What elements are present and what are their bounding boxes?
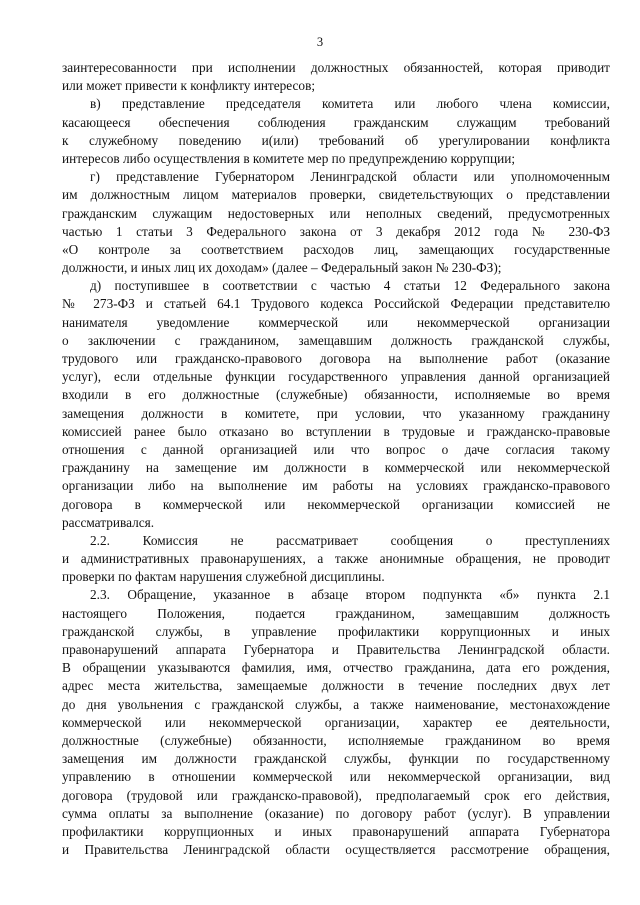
text-line: касающееся обеспечения соблюдения гражданским служащим требований xyxy=(62,114,610,130)
text-line: частью 1 статьи 3 Федерального закона от 3 декабря 2012 года № 230-ФЗ xyxy=(62,223,610,239)
text-line: профилактики коррупционных и иных правонарушений аппарата Губернатора xyxy=(62,823,610,839)
paragraph xyxy=(62,586,610,859)
text-line: г) представление Губернатором Ленинградской области или уполномоченным xyxy=(90,169,610,185)
text-line: заинтересованности при исполнении должностных обязанностей, которая приводит xyxy=(62,60,610,75)
page-number: 3 xyxy=(316,35,324,49)
text-line: должности, и иных лиц их доходам» (далее – Федеральный закон № 230-ФЗ); xyxy=(62,260,502,276)
text-line: договора в коммерческой или некоммерческой организации комиссией не xyxy=(62,496,610,512)
text-line: гражданским служащим недостоверных или неполных сведений, предусмотренных xyxy=(62,205,610,221)
text-line: договора (трудовой или гражданско-правовой), предполагаемый срок его действия, xyxy=(62,787,610,803)
text-line: нанимателя уведомление коммерческой или некоммерческой организации xyxy=(62,314,610,330)
text-line: входили в его должностные (служебные) обязанности, исполняемые во время xyxy=(62,387,610,403)
paragraph xyxy=(62,59,610,95)
text-line: д) поступившее в соответствии с частью 4 статьи 12 Федерального закона xyxy=(90,278,610,294)
text-line: им должностным лицом материалов проверки, свидетельствующих о представлении xyxy=(62,187,610,203)
document-body xyxy=(62,59,610,859)
text-line: интересов либо осуществления в комитете мер по предупреждению коррупции; xyxy=(62,150,516,166)
text-line: управлению в отношении коммерческой или некоммерческой организации, вид xyxy=(62,769,610,785)
text-line: 2.2. Комиссия не рассматривает сообщения о преступлениях xyxy=(90,532,610,548)
text-line: сумма оплаты за выполнение (оказание) по договору работ (услуг). В управлении xyxy=(62,805,610,821)
text-line: комиссией ранее было отказано во вступлении в трудовые и гражданско-правовые xyxy=(62,423,610,439)
text-line: услуг), если отдельные функции государственного управления данной организацией xyxy=(62,369,610,385)
text-line: должностные (служебные) обязанности, исполняемые гражданином во время xyxy=(62,732,610,748)
text-line: о заключении с гражданином, замещавшим должность гражданской службы, xyxy=(62,332,610,348)
text-line: правонарушений аппарата Губернатора и Правительства Ленинградской области. xyxy=(62,642,610,657)
paragraph xyxy=(62,168,610,277)
text-line: «О контроле за соответствием расходов лиц, замещающих государственные xyxy=(62,241,610,257)
text-line: замещения им должности гражданской службы, функции по государственному xyxy=(62,751,610,767)
text-line: коммерческой или некоммерческой организации, характер ее деятельности, xyxy=(62,714,610,730)
text-line: до дня увольнения с гражданской службы, а также наименование, местонахождение xyxy=(62,696,610,712)
text-line: к служебному поведению и(или) требований об урегулировании конфликта xyxy=(62,132,610,148)
text-line: или может привести к конфликту интересов; xyxy=(62,78,316,94)
text-line: адрес места жительства, замещаемые должности в течение последних двух лет xyxy=(62,678,610,694)
text-line: гражданской службы, в управление профилактики коррупционных и иных xyxy=(62,623,610,639)
text-line: и Правительства Ленинградской области осуществляется рассмотрение обращения, xyxy=(62,842,610,858)
text-line: отношения с данной организацией или что вопрос о даче согласия такому xyxy=(62,441,610,457)
paragraph xyxy=(62,532,610,587)
text-line: 2.3. Обращение, указанное в абзаце втором подпункта «б» пункта 2.1 xyxy=(90,587,610,603)
text-line: № 273-ФЗ и статьей 64.1 Трудового кодекса Российской Федерации представителю xyxy=(62,296,610,312)
text-line: проверки по фактам нарушения служебной дисциплины. xyxy=(62,569,385,585)
text-line: и административных правонарушениях, а также анонимные обращения, не проводит xyxy=(62,551,610,567)
paragraph xyxy=(62,95,610,168)
text-line: рассматривался. xyxy=(62,514,155,530)
text-line: трудового или гражданско-правового договора на выполнение работ (оказание xyxy=(62,351,610,366)
text-line: настоящего Положения, подается гражданином, замещавшим должность xyxy=(62,605,610,621)
text-line: гражданину на замещение им должности в коммерческой или некоммерческой xyxy=(62,460,610,476)
text-line: организации либо на выполнение им работы на условиях гражданско-правового xyxy=(62,478,610,494)
text-line: В обращении указываются фамилия, имя, отчество гражданина, дата его рождения, xyxy=(62,660,610,676)
paragraph xyxy=(62,277,610,532)
text-line: замещения должности в комитете, при условии, что указанному гражданину xyxy=(62,405,610,421)
text-line: в) представление председателя комитета или любого члена комиссии, xyxy=(90,96,610,112)
